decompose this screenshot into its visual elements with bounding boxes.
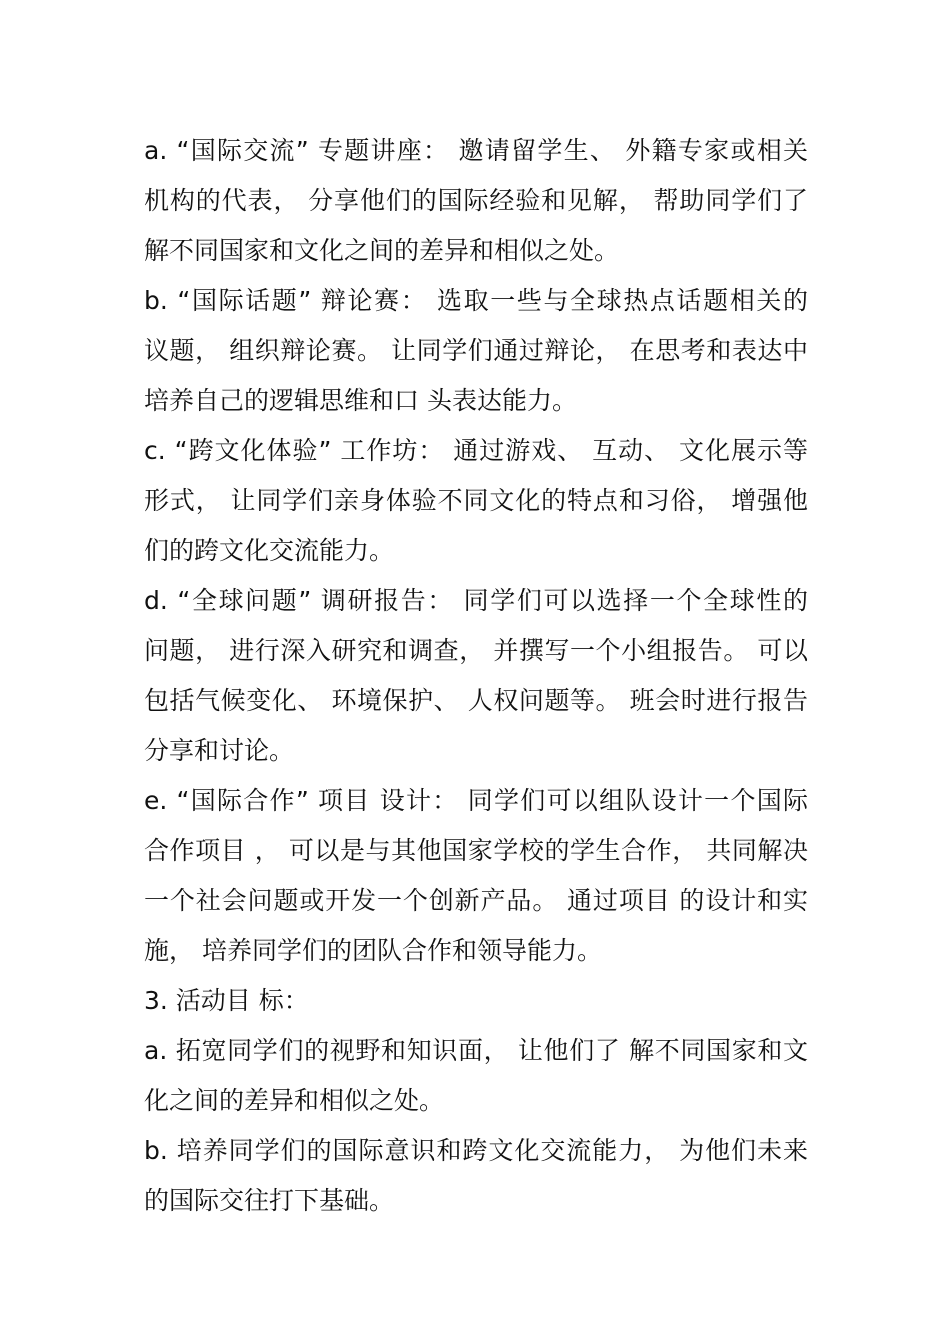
text-line: e. “国际合作” 项目 设计： 同学们可以组队设计一个国际 <box>144 786 808 815</box>
text-line: 化之间的差异和相似之处。 <box>144 1086 445 1115</box>
text-line: 机构的代表， 分享他们的国际经验和见解， 帮助同学们了 <box>144 186 808 215</box>
text-line: 们的跨文化交流能力。 <box>144 536 395 565</box>
text-line: 的国际交往打下基础。 <box>144 1186 395 1215</box>
text-line: 包括气候变化、 环境保护、 人权问题等。 班会时进行报告 <box>144 686 808 715</box>
text-line: 3. 活动目 标： <box>144 986 309 1015</box>
text-line: 一个社会问题或开发一个创新产品。 通过项目 的设计和实 <box>144 886 808 915</box>
text-line: 培养自己的逻辑思维和口 头表达能力。 <box>144 386 577 415</box>
text-line: 议题， 组织辩论赛。 让同学们通过辩论， 在思考和表达中 <box>144 336 808 365</box>
text-line: d. “全球问题” 调研报告： 同学们可以选择一个全球性的 <box>144 586 808 615</box>
text-line: 解不同国家和文化之间的差异和相似之处。 <box>144 236 620 265</box>
text-line: a. “国际交流” 专题讲座： 邀请留学生、 外籍专家或相关 <box>144 136 808 165</box>
document-body <box>144 126 808 1226</box>
text-line: 问题， 进行深入研究和调查， 并撰写一个小组报告。 可以 <box>144 636 808 665</box>
text-line: 施， 培养同学们的团队合作和领导能力。 <box>144 936 602 965</box>
text-line: b. “国际话题” 辩论赛： 选取一些与全球热点话题相关的 <box>144 286 808 315</box>
text-line: 分享和讨论。 <box>144 736 295 765</box>
text-line: b. 培养同学们的国际意识和跨文化交流能力， 为他们未来 <box>144 1136 808 1165</box>
text-line: a. 拓宽同学们的视野和知识面， 让他们了 解不同国家和文 <box>144 1036 808 1065</box>
text-line: 合作项目 ， 可以是与其他国家学校的学生合作， 共同解决 <box>144 836 808 865</box>
text-line: 形式， 让同学们亲身体验不同文化的特点和习俗， 增强他 <box>144 486 808 515</box>
text-line: c. “跨文化体验” 工作坊： 通过游戏、 互动、 文化展示等 <box>144 436 808 465</box>
